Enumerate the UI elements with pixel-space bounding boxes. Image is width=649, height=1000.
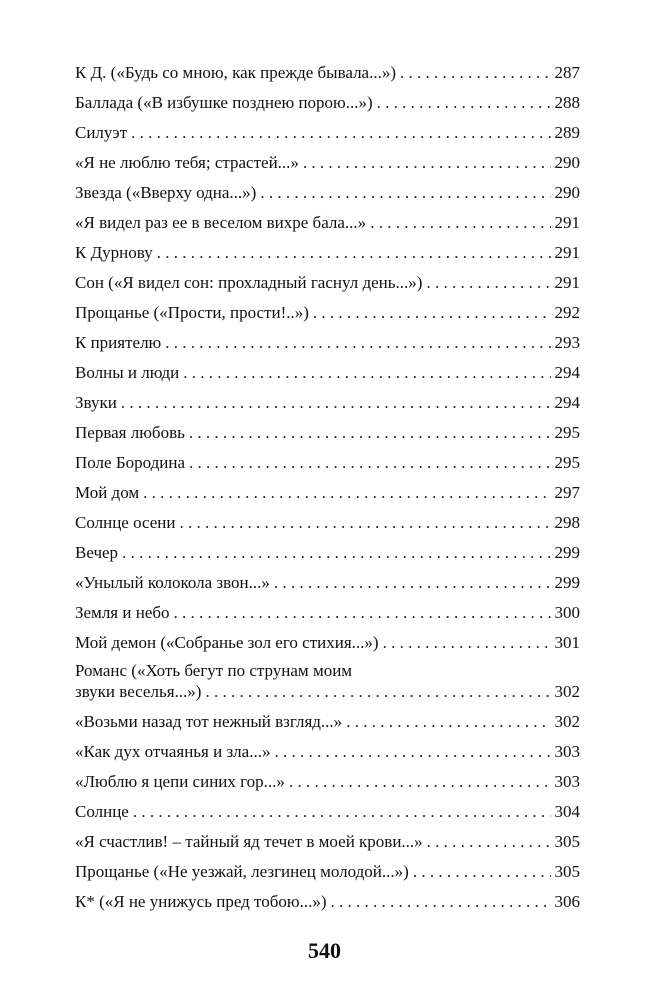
toc-entry-title: Прощанье («Прости, прости!..») (75, 303, 309, 322)
toc-entry-title: «Люблю я цепи синих гор...» (75, 772, 285, 791)
toc-entry (75, 792, 580, 822)
toc-entry (75, 83, 580, 113)
dot-leader (274, 741, 550, 762)
toc-entry-page: 299 (554, 543, 580, 562)
toc-entry-title: Вечер (75, 543, 119, 562)
dot-leader (346, 711, 550, 732)
toc-entry-title: Звезда («Вверху одна...») (75, 183, 257, 202)
toc-entry-title: «Я счастлив! – тайный яд течет в моей крови...» (75, 832, 423, 851)
toc-entry-title: Земля и небо (75, 603, 170, 622)
dot-leader (131, 122, 550, 143)
toc-entry-title: К* («Я не унижусь пред тобою...») (75, 892, 327, 911)
toc-entry-title: Баллада («В избушке позднею порою...») (75, 93, 373, 112)
toc-entry-title: К приятелю (75, 333, 162, 352)
dot-leader (180, 512, 551, 533)
toc-entry-page: 291 (554, 243, 580, 262)
toc-entry-title: Солнце (75, 802, 129, 821)
toc-entry (75, 852, 580, 882)
dot-leader (122, 542, 550, 563)
page-number: 540 (308, 938, 341, 963)
toc-entry (75, 173, 580, 203)
toc-entry-page: 303 (554, 772, 580, 791)
toc-entry (75, 413, 580, 443)
toc-entry-page: 290 (554, 183, 580, 202)
dot-leader (383, 632, 551, 653)
toc-entry-title: Звуки (75, 393, 117, 412)
toc-entry-title: Силуэт (75, 123, 128, 142)
dot-leader (313, 302, 551, 323)
toc-entry-title: Мой демон («Собранье зол его стихия...») (75, 633, 379, 652)
toc-entry (75, 702, 580, 732)
toc-entry-title: «Как дух отчаянья и зла...» (75, 742, 271, 761)
toc-entry-page: 295 (554, 453, 580, 472)
dot-leader (274, 572, 551, 593)
toc-entry (75, 822, 580, 852)
dot-leader (426, 272, 550, 293)
toc-entry (75, 473, 580, 503)
toc-entry (75, 623, 580, 653)
toc-entry-page: 291 (554, 213, 580, 232)
toc-entry-page: 290 (554, 153, 580, 172)
toc-entry-page: 302 (554, 712, 580, 731)
dot-leader (370, 212, 550, 233)
toc-entry-page: 291 (554, 273, 580, 292)
toc-entry-title: Поле Бородина (75, 453, 185, 472)
dot-leader (157, 242, 551, 263)
toc-entry-title: «Я не люблю тебя; страстей...» (75, 153, 299, 172)
table-of-contents (75, 53, 580, 912)
dot-leader (165, 332, 550, 353)
toc-entry (75, 563, 580, 593)
dot-leader (331, 891, 551, 912)
toc-entry (75, 443, 580, 473)
toc-entry-title: К Д. («Будь со мною, как прежде бывала...») (75, 63, 397, 82)
toc-entry (75, 593, 580, 623)
dot-leader (260, 182, 550, 203)
toc-entry (75, 323, 580, 353)
toc-entry-title: К Дурнову (75, 243, 153, 262)
toc-entry-page: 294 (554, 363, 580, 382)
toc-entry-page: 300 (554, 603, 580, 622)
toc-entry (75, 293, 580, 323)
toc-entry (75, 503, 580, 533)
toc-entry-title: «Возьми назад тот нежный взгляд...» (75, 712, 343, 731)
toc-entry-title: Солнце осени (75, 513, 176, 532)
toc-entry (75, 653, 580, 702)
dot-leader (121, 392, 551, 413)
toc-entry-page: 289 (554, 123, 580, 142)
dot-leader (205, 681, 550, 702)
toc-entry (75, 533, 580, 563)
dot-leader (143, 482, 550, 503)
dot-leader (189, 452, 551, 473)
toc-entry-page: 301 (554, 633, 580, 652)
toc-entry (75, 263, 580, 293)
toc-entry-page: 306 (554, 892, 580, 911)
toc-entry-page: 302 (554, 682, 580, 701)
dot-leader (303, 152, 551, 173)
toc-entry-page: 292 (554, 303, 580, 322)
toc-entry-page: 305 (554, 862, 580, 881)
toc-entry-title: «Я видел раз ее в веселом вихре бала...» (75, 213, 367, 232)
toc-entry (75, 233, 580, 263)
toc-entry-page: 297 (554, 483, 580, 502)
toc-entry-title: звуки веселья...») (75, 682, 202, 701)
toc-entry-page: 288 (554, 93, 580, 112)
toc-entry (75, 53, 580, 83)
dot-leader (377, 92, 551, 113)
toc-entry-page: 298 (554, 513, 580, 532)
toc-entry (75, 143, 580, 173)
toc-entry-title: Первая любовь (75, 423, 185, 442)
dot-leader (400, 62, 550, 83)
toc-entry-title: Сон («Я видел сон: прохладный гаснул день...») (75, 273, 423, 292)
toc-entry-page: 293 (554, 333, 580, 352)
toc-entry-page: 304 (554, 802, 580, 821)
dot-leader (183, 362, 550, 383)
toc-entry (75, 113, 580, 143)
toc-entry (75, 882, 580, 912)
toc-entry (75, 762, 580, 792)
dot-leader (189, 422, 551, 443)
toc-entry-title: «Унылый колокола звон...» (75, 573, 270, 592)
dot-leader (413, 861, 551, 882)
toc-entry (75, 383, 580, 413)
dot-leader (289, 771, 551, 792)
toc-entry-page: 305 (554, 832, 580, 851)
toc-entry-page: 303 (554, 742, 580, 761)
dot-leader (133, 801, 551, 822)
toc-entry-title: Волны и люди (75, 363, 180, 382)
toc-entry (75, 203, 580, 233)
toc-entry-page: 299 (554, 573, 580, 592)
toc-entry-page: 294 (554, 393, 580, 412)
toc-entry-title: Прощанье («Не уезжай, лезгинец молодой...») (75, 862, 409, 881)
dot-leader (427, 831, 551, 852)
toc-entry-page: 287 (554, 63, 580, 82)
toc-entry (75, 353, 580, 383)
toc-entry-title: Мой дом (75, 483, 140, 502)
toc-entry-title-line1: Романс («Хоть бегут по струнам моим (75, 661, 353, 680)
dot-leader (174, 602, 551, 623)
toc-entry (75, 732, 580, 762)
toc-entry-page: 295 (554, 423, 580, 442)
